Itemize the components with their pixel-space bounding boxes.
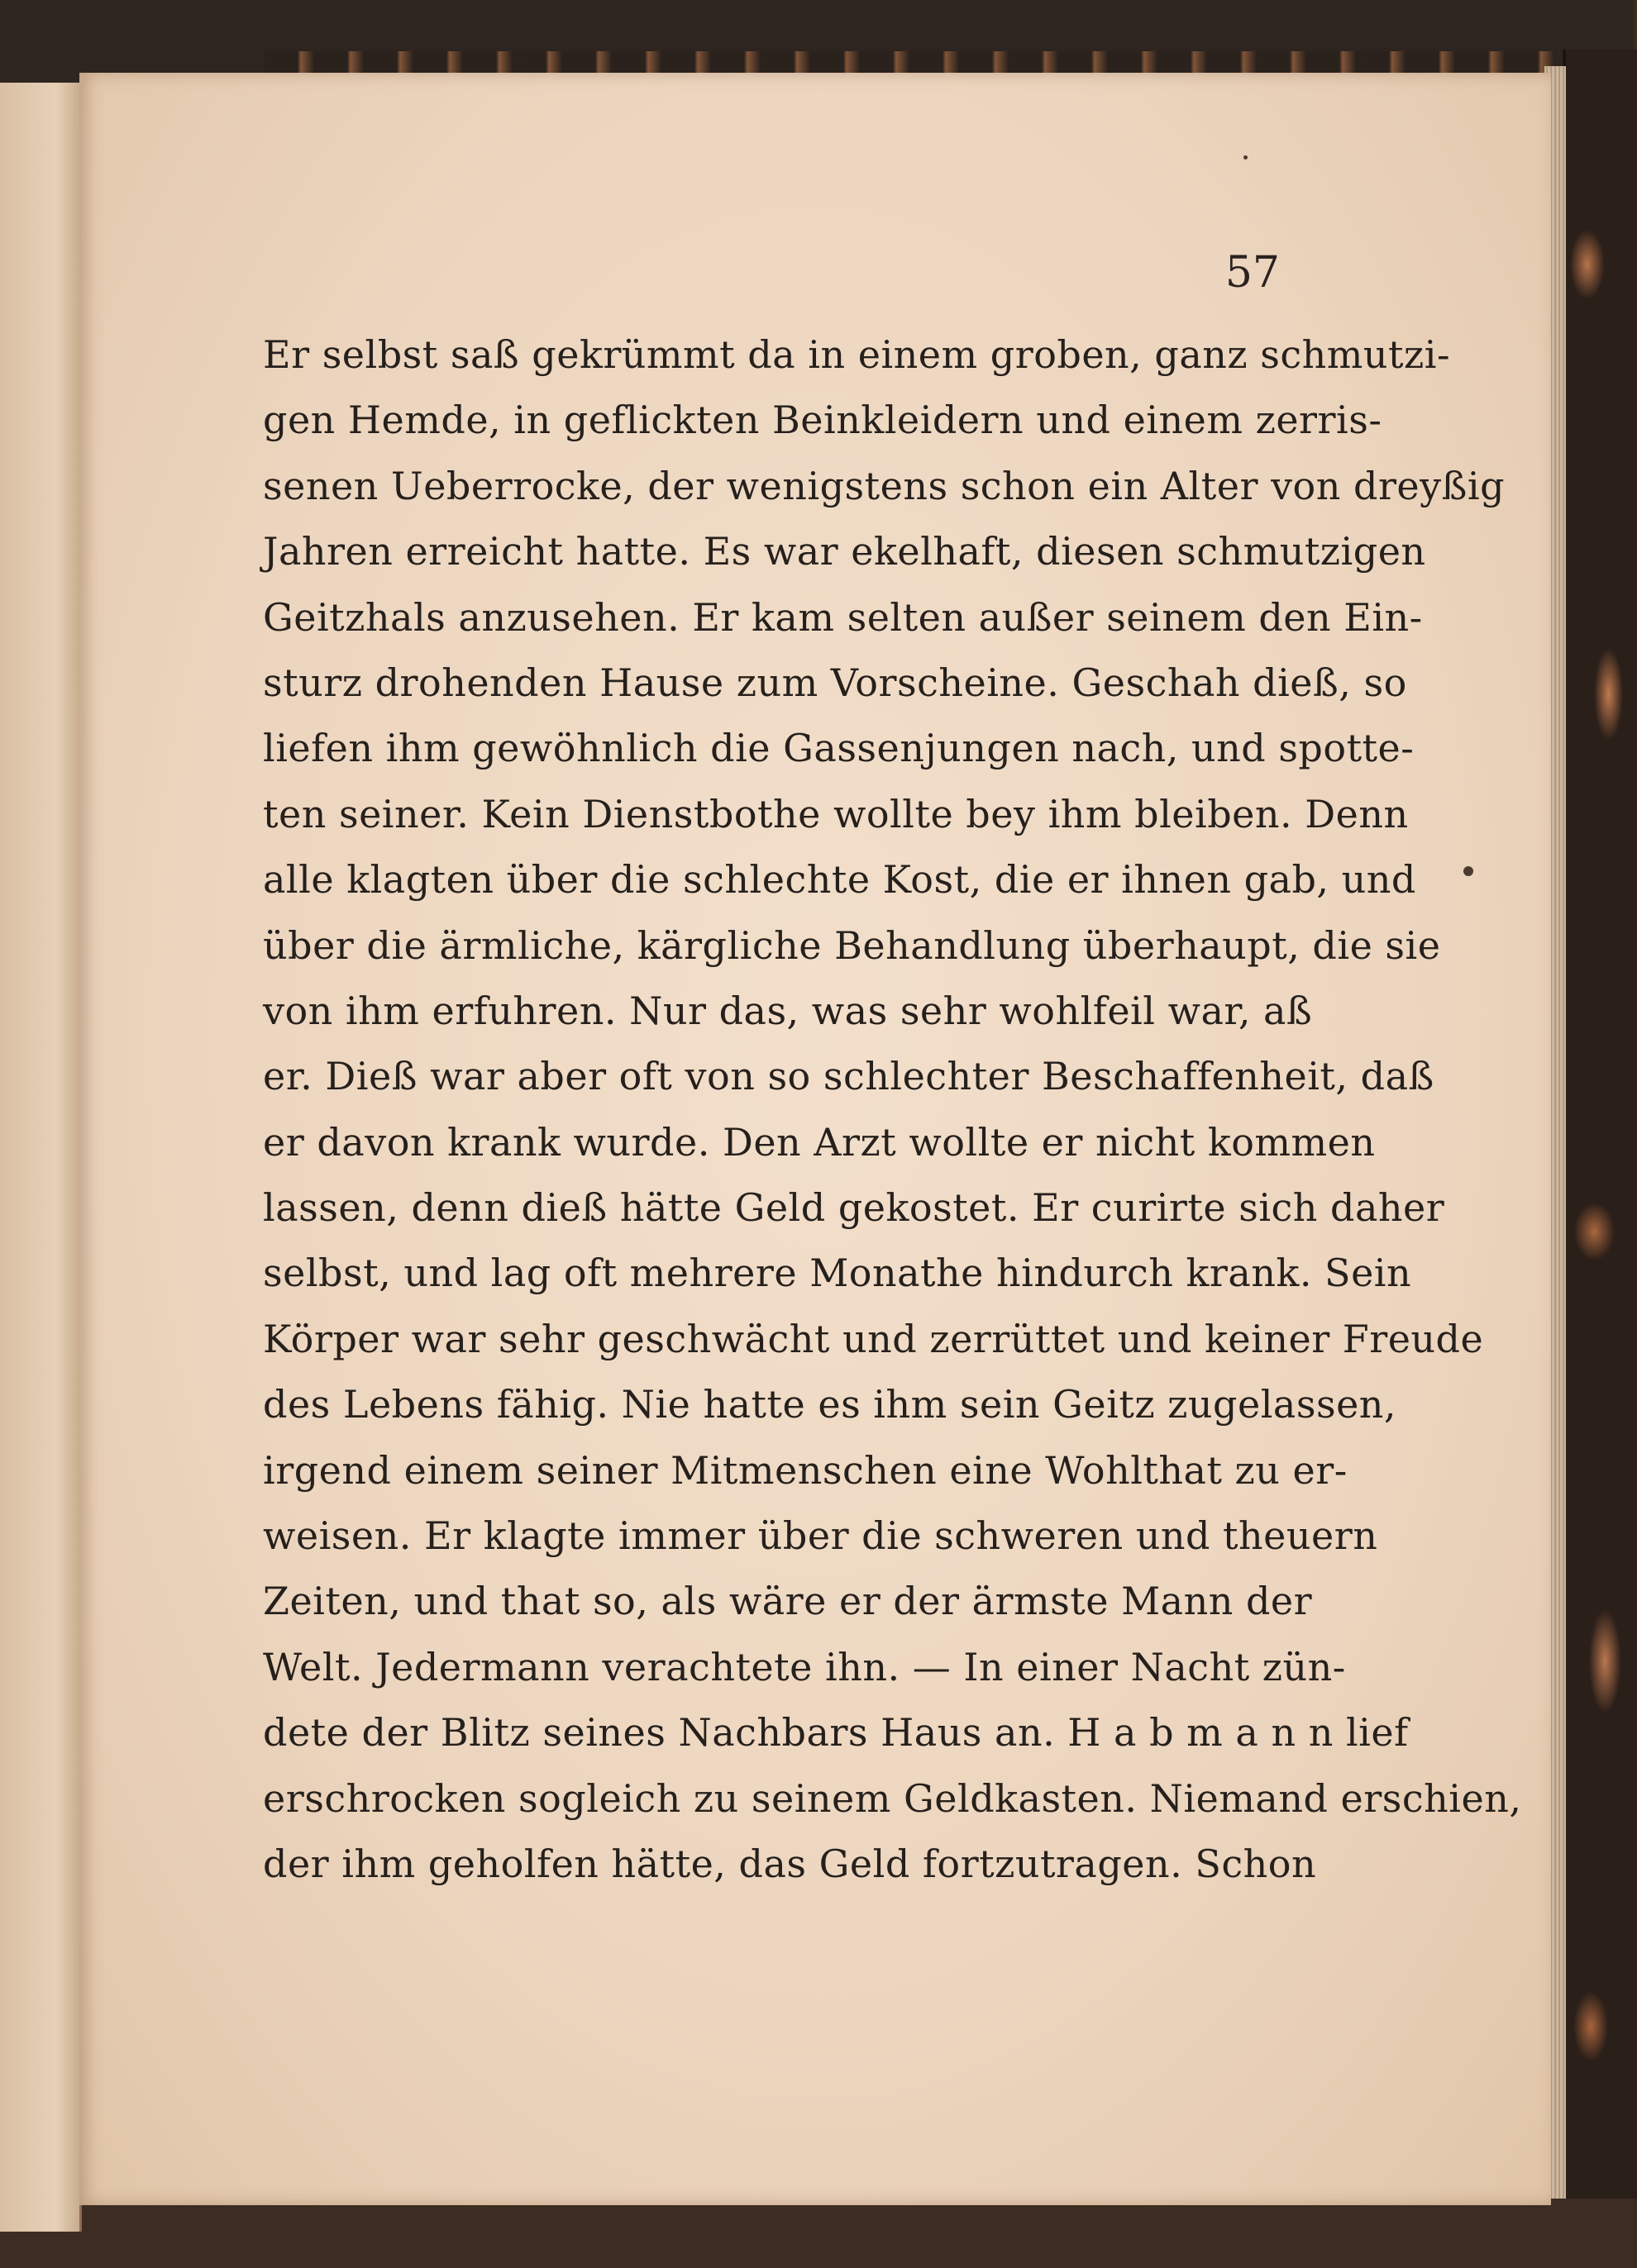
text-line: Zeiten, und that so, als wäre er der ärmste Mann der (263, 1579, 1313, 1624)
text-line: selbst, und lag oft mehrere Monathe hindurch krank. Sein (263, 1251, 1412, 1296)
text-line: liefen ihm gewöhnlich die Gassenjungen nach, und spotte- (263, 726, 1415, 771)
ink-speck (1243, 155, 1248, 160)
text-line: der ihm geholfen hätte, das Geld fortzutragen. Schon (263, 1841, 1317, 1886)
text-line: von ihm erfuhren. Nur das, was sehr wohlfeil war, aß (263, 988, 1313, 1033)
text-line: des Lebens fähig. Nie hatte es ihm sein Geitz zugelassen, (263, 1382, 1397, 1427)
text-line: Jahren erreicht hatte. Es war ekelhaft, diesen schmutzigen (263, 529, 1426, 574)
text-line: Geitzhals anzusehen. Er kam selten außer seinem den Ein- (263, 594, 1423, 640)
text-line: über die ärmliche, kärgliche Behandlung überhaupt, die sie (263, 922, 1441, 968)
text-line: Welt. Jedermann verachtete ihn. — In einer Nacht zün- (263, 1644, 1346, 1689)
text-line: Körper war sehr geschwächt und zerrüttet und keiner Freude (263, 1316, 1484, 1361)
text-line: weisen. Er klagte immer über die schweren und theuern (263, 1513, 1378, 1559)
text-line: alle klagten über die schlechte Kost, die er ihnen gab, und (263, 857, 1416, 903)
text-line: senen Ueberrocke, der wenigstens schon ein Alter von dreyßig (263, 463, 1506, 508)
text-line: lassen, denn dieß hätte Geld gekostet. Er curirte sich daher (263, 1185, 1445, 1231)
text-line: erschrocken sogleich zu seinem Geldkasten. Niemand erschien, (263, 1775, 1522, 1821)
text-line: Er selbst saß gekrümmt da in einem groben, ganz schmutzi- (263, 332, 1450, 377)
previous-page-edge (0, 83, 82, 2232)
text-line: sturz drohenden Hause zum Vorscheine. Geschah dieß, so (263, 660, 1407, 705)
page-number: 57 (1224, 248, 1280, 298)
text-line: ten seiner. Kein Dienstbothe wollte bey ihm bleiben. Denn (263, 791, 1409, 836)
text-line: er. Dieß war aber oft von so schlechter Beschaffenheit, daß (263, 1054, 1434, 1099)
page-text (263, 322, 1522, 1897)
text-line: dete der Blitz seines Nachbars Haus an. H a b m a n n lief (263, 1710, 1409, 1756)
text-line: er davon krank wurde. Den Arzt wollte er nicht kommen (263, 1119, 1376, 1165)
ink-speck (1463, 866, 1473, 876)
marbled-cover-edge (1563, 50, 1637, 2199)
text-line: irgend einem seiner Mitmenschen eine Wohlthat zu er- (263, 1447, 1348, 1493)
text-line: gen Hemde, in geflickten Beinkleidern und einem zerris- (263, 398, 1382, 443)
